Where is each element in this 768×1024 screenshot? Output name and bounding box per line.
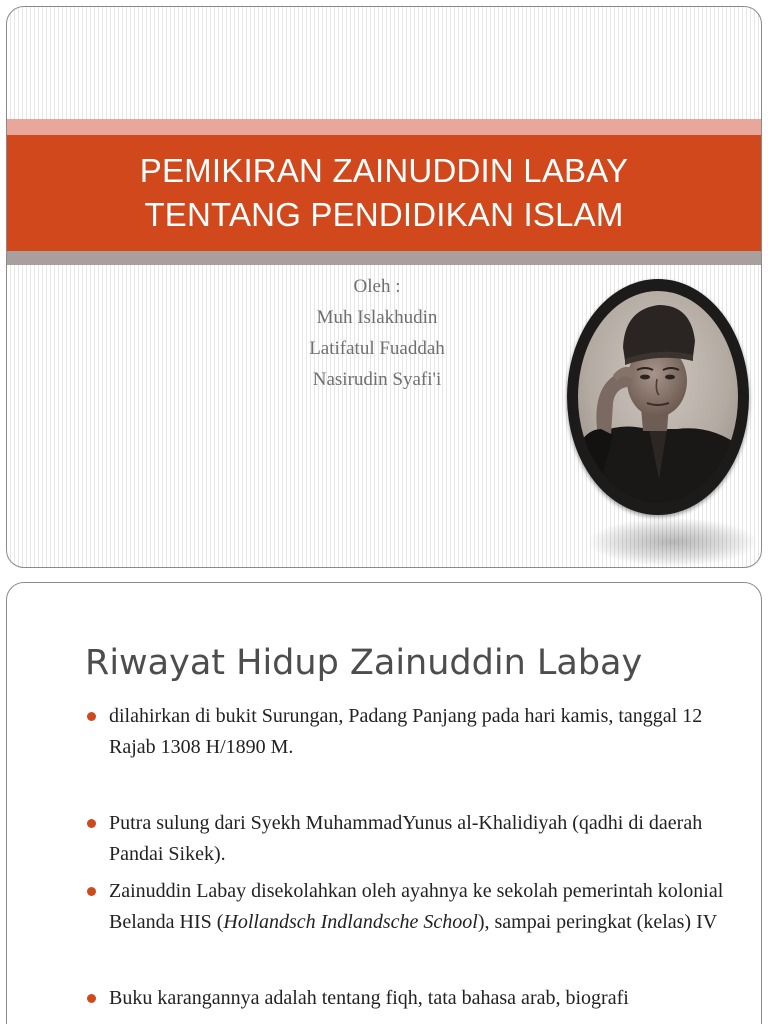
bullet-item: [85, 876, 745, 938]
portrait-photo: [567, 279, 749, 515]
gray-accent-strip: [7, 251, 761, 265]
bullet-dot-icon: [87, 819, 96, 828]
bullet-text-after: ), sampai peringkat (kelas) IV: [477, 911, 718, 933]
author-name: Nasirudin Syafi'i: [312, 369, 442, 390]
content-slide: [6, 582, 762, 1024]
slide-title-line-1: PEMIKIRAN ZAINUDDIN LABAY: [139, 152, 629, 189]
bullet-text: Putra sulung dari Syekh MuhammadYunus al-Khalidiyah (qadhi di daerah Pandai Sikek).: [109, 812, 703, 865]
bullet-dot-icon: [87, 712, 96, 721]
author-name: Muh Islakhudin: [316, 307, 438, 328]
portrait-shadow: [588, 518, 758, 566]
author-name: Latifatul Fuaddah: [309, 338, 445, 359]
bullet-text: Buku karangannya adalah tentang fiqh, tata bahasa arab, biografi: [109, 987, 629, 1009]
bullet-dot-icon: [87, 994, 96, 1003]
bullet-text-before: Zainuddin Labay disekolahkan oleh ayahnya ke sekolah pemerintah kolonial Belanda HIS (: [109, 880, 724, 933]
bullet-text: dilahirkan di bukit Surungan, Padang Panjang pada hari kamis, tanggal 12 Rajab 1308 H/1890 M.: [109, 705, 703, 758]
bullet-item: [85, 808, 745, 870]
bullet-text-italic: Hollandsch Indlandsche School: [223, 911, 478, 933]
title-band: [7, 135, 761, 251]
bullet-list: [85, 701, 745, 1014]
slide-heading: Riwayat Hidup Zainuddin Labay: [85, 643, 643, 683]
bullet-dot-icon: [87, 887, 96, 896]
slide-title-line-2: TENTANG PENDIDIKAN ISLAM: [144, 196, 624, 233]
bullet-item: [85, 983, 745, 1014]
pink-accent-strip: [7, 119, 761, 135]
authors-block: [227, 271, 527, 395]
bullet-item: [85, 701, 745, 763]
authors-label: Oleh :: [353, 276, 401, 297]
portrait-illustration: [567, 279, 749, 515]
